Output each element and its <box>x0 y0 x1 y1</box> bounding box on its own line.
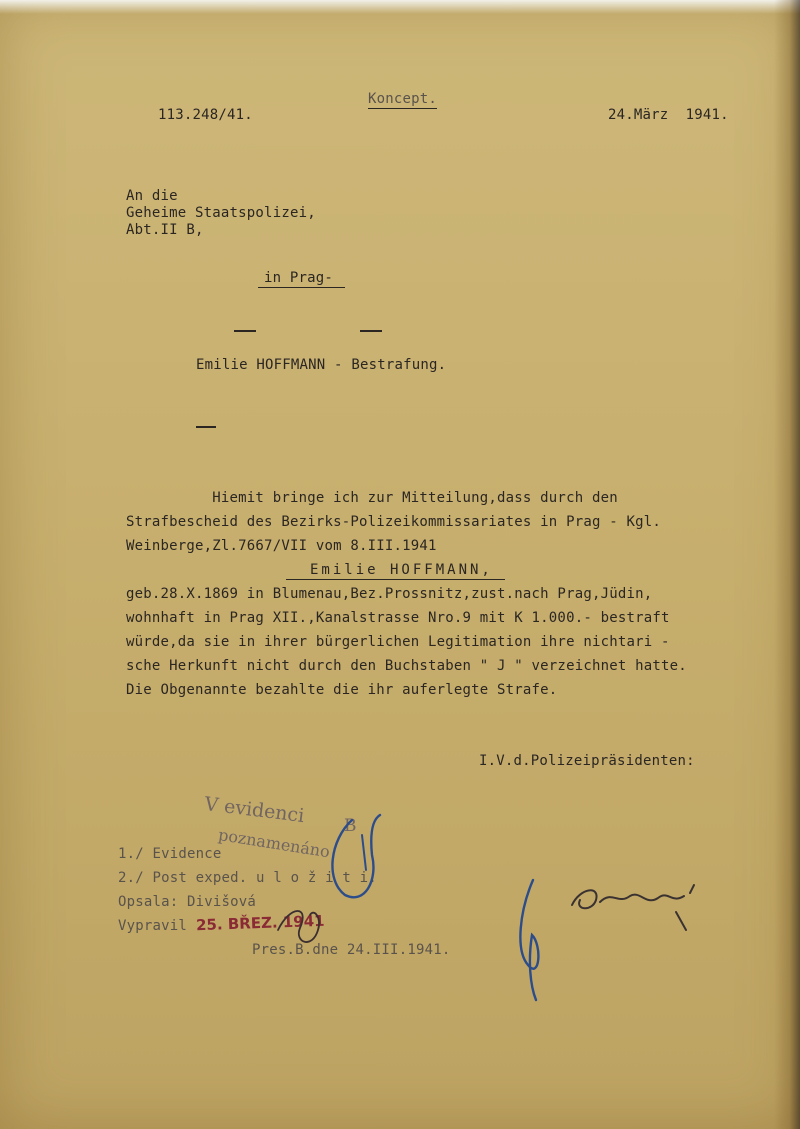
recipient-line-3: Abt.II B, <box>126 222 204 238</box>
person-name: Emilie HOFFMANN, <box>286 562 505 580</box>
footer-evidence: 1./ Evidence <box>118 846 222 862</box>
body-line: Hiemit bringe ich zur Mitteilung,dass durch den <box>126 490 618 506</box>
footer-typist: Opsala: Divišová <box>118 894 257 910</box>
body-line: sche Herkunft nicht durch den Buchstaben " J " verzeichnet hatte. <box>126 658 687 674</box>
subject-line: Emilie HOFFMANN - Bestrafung. <box>196 357 447 373</box>
signature-block: I.V.d.Polizeipräsidenten: <box>479 753 695 769</box>
body-line: würde,da sie in ihrer bürgerlichen Legitimation ihre nichtari - <box>126 634 670 650</box>
recipient-city: in Prag- <box>258 270 345 288</box>
recipient-line-2: Geheime Staatspolizei, <box>126 205 316 221</box>
date-stamp: 25. BŘEZ. 1941 <box>195 911 325 935</box>
blue-pen-mark <box>332 815 380 897</box>
body-line: wohnhaft in Prag XII.,Kanalstrasse Nro.9 mit K 1.000.- bestraft <box>126 610 670 626</box>
body-line: Weinberge,Zl.7667/VII vom 8.III.1941 <box>126 538 437 554</box>
document-date: 24.März 1941. <box>608 107 729 123</box>
recipient-line-1: An die <box>126 188 178 204</box>
evidence-stamp-line-2: poznamenáno <box>217 825 332 862</box>
ink-scribble <box>278 911 319 942</box>
body-line: Die Obgenannte bezahlte die ihr auferlegte Strafe. <box>126 682 558 698</box>
signature <box>572 885 694 930</box>
blue-pen-mark <box>362 835 366 870</box>
evidence-stamp-line-1: V evidenci <box>203 793 306 828</box>
evidence-stamp-letter: B <box>344 816 357 836</box>
draft-label: Koncept. <box>368 91 438 107</box>
body-line: Strafbescheid des Bezirks-Polizeikommissariates in Prag - Kgl. <box>126 514 661 530</box>
body-line: geb.28.X.1869 in Blumenau,Bez.Prossnitz,zust.nach Prag,Jüdin, <box>126 586 653 602</box>
footer-dispatched: Vypravil <box>118 918 188 934</box>
footer-post-exped: 2./ Post exped. u l o ž i t i. <box>118 870 377 886</box>
blue-pen-mark <box>520 880 538 1000</box>
file-number: 113.248/41. <box>158 107 253 123</box>
footer-presented: Pres.B.dne 24.III.1941. <box>252 942 451 958</box>
